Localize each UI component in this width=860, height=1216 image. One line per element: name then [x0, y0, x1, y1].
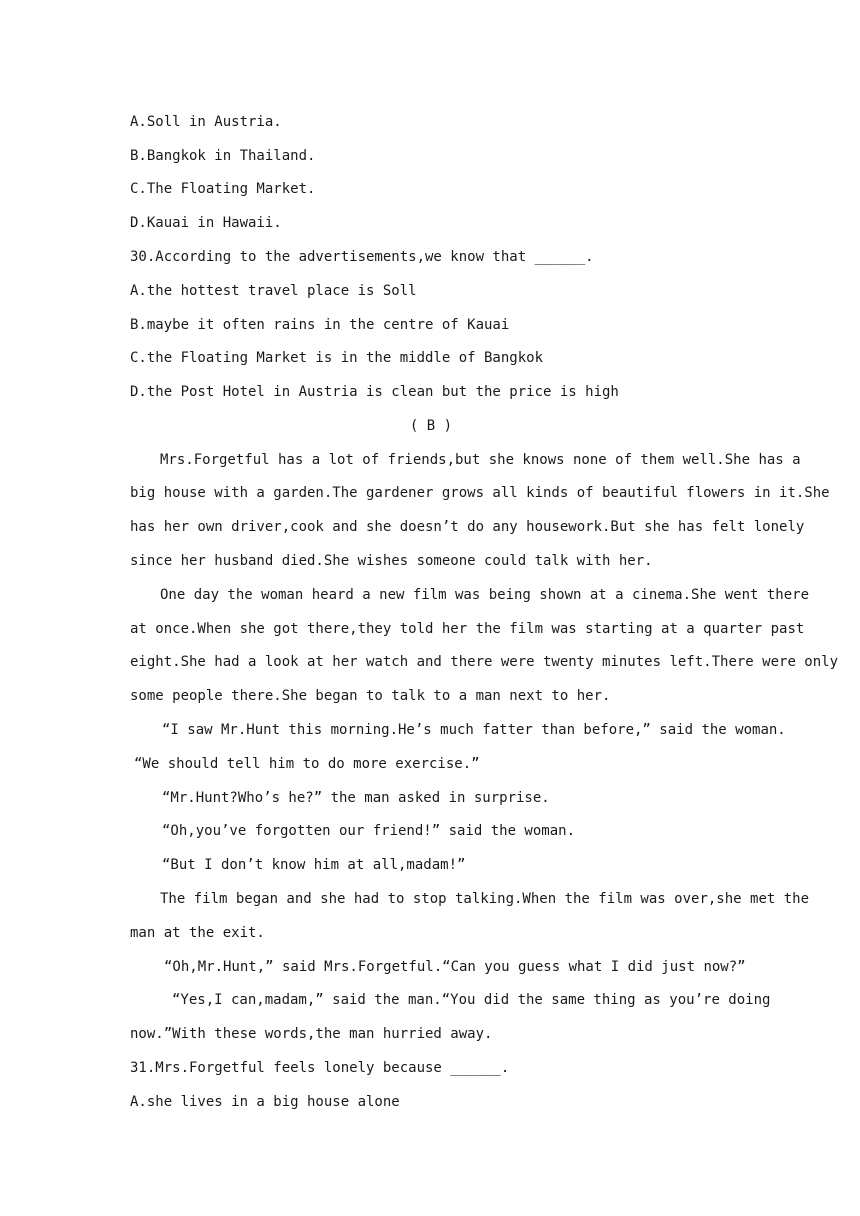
passage-line: has her own driver,cook and she doesn’t do any housework.But she has felt lonely: [130, 519, 805, 535]
passage-line: eight.She had a look at her watch and there were twenty minutes left.There were only: [130, 654, 839, 670]
passage-line: “Oh,Mr.Hunt,” said Mrs.Forgetful.“Can you guess what I did just now?”: [164, 959, 746, 975]
q29-option-a: A.Soll in Austria.: [130, 114, 282, 130]
q30-option-d: D.the Post Hotel in Austria is clean but the price is high: [130, 384, 619, 400]
q30-option-c: C.the Floating Market is in the middle of Bangkok: [130, 350, 544, 366]
q30-option-b: B.maybe it often rains in the centre of Kauai: [130, 317, 510, 333]
section-b-heading: ( B ): [409, 418, 453, 434]
passage-line: “Mr.Hunt?Who’s he?” the man asked in surprise.: [162, 790, 550, 806]
q31-stem: 31.Mrs.Forgetful feels lonely because ______.: [130, 1060, 510, 1076]
passage-line: big house with a garden.The gardener grows all kinds of beautiful flowers in it.She: [130, 485, 830, 501]
q29-option-c: C.The Floating Market.: [130, 181, 316, 197]
passage-line: “Yes,I can,madam,” said the man.“You did the same thing as you’re doing: [172, 992, 771, 1008]
passage-line: some people there.She began to talk to a man next to her.: [130, 688, 611, 704]
passage-line: One day the woman heard a new film was being shown at a cinema.She went there: [160, 587, 810, 603]
passage-line: “But I don’t know him at all,madam!”: [162, 857, 466, 873]
passage-line: man at the exit.: [130, 925, 265, 941]
q30-stem: 30.According to the advertisements,we know that ______.: [130, 249, 594, 265]
q30-option-a: A.the hottest travel place is Soll: [130, 283, 417, 299]
passage-line: The film began and she had to stop talking.When the film was over,she met the: [160, 891, 810, 907]
q29-option-b: B.Bangkok in Thailand.: [130, 148, 316, 164]
passage-line: since her husband died.She wishes someone could talk with her.: [130, 553, 653, 569]
q29-option-d: D.Kauai in Hawaii.: [130, 215, 282, 231]
passage-line: “I saw Mr.Hunt this morning.He’s much fatter than before,” said the woman.: [162, 722, 786, 738]
passage-line: “We should tell him to do more exercise.”: [134, 756, 480, 772]
q31-option-a: A.she lives in a big house alone: [130, 1094, 400, 1110]
passage-line: Mrs.Forgetful has a lot of friends,but she knows none of them well.She has a: [160, 452, 801, 468]
passage-line: now.”With these words,the man hurried away.: [130, 1026, 493, 1042]
passage-line: “Oh,you’ve forgotten our friend!” said the woman.: [162, 823, 576, 839]
passage-line: at once.When she got there,they told her the film was starting at a quarter past: [130, 621, 805, 637]
